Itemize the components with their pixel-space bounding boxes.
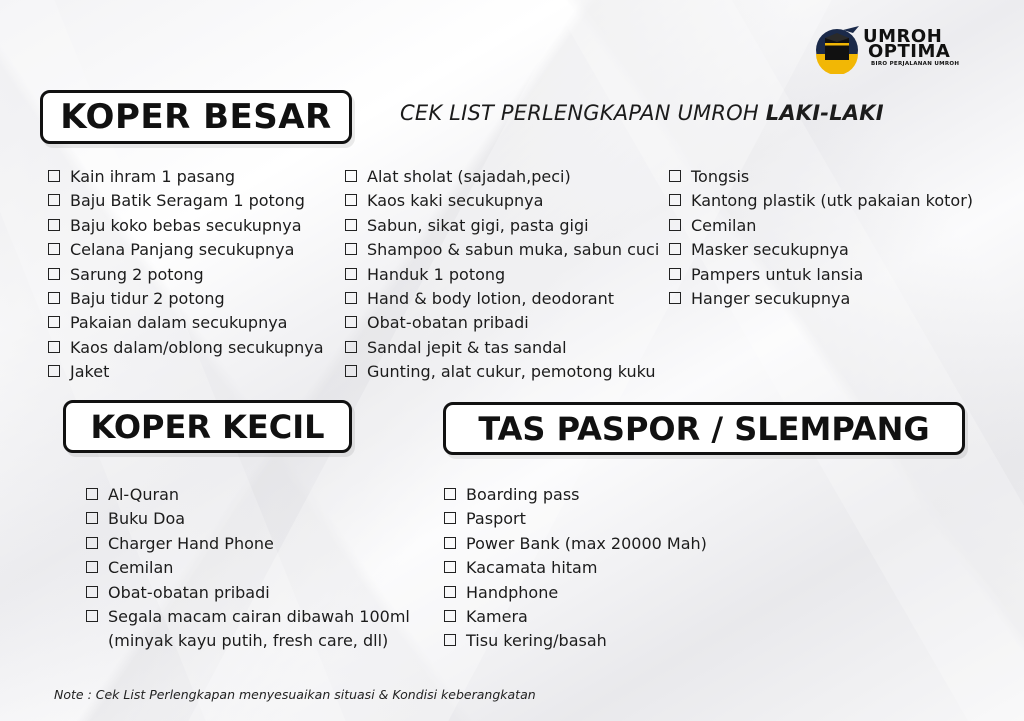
checklist-item-label: Boarding pass	[466, 485, 580, 504]
checklist-item-label: Pasport	[466, 509, 526, 529]
checklist-item	[48, 336, 324, 360]
checklist-item-label: Alat sholat (sajadah,peci)	[367, 167, 571, 186]
checkbox[interactable]	[669, 219, 681, 231]
checkbox[interactable]	[444, 512, 456, 524]
checkbox[interactable]	[86, 561, 98, 573]
checklist-item-continuation: (minyak kayu putih, fresh care, dll)	[108, 631, 389, 651]
checklist-item-label: Tongsis	[691, 167, 750, 186]
logo-wordmark-line2: OPTIMA	[868, 41, 951, 62]
checklist-item	[345, 189, 659, 213]
checkbox[interactable]	[669, 268, 681, 280]
checklist-item	[444, 581, 707, 605]
checkbox[interactable]	[86, 537, 98, 549]
checklist-item-label: Hanger secukupnya	[691, 289, 851, 309]
footer-note: Note : Cek List Perlengkapan menyesuaikan situasi & Kondisi keberangkatan	[54, 687, 536, 702]
heading-tas-paspor: TAS PASPOR / SLEMPANG	[443, 402, 965, 455]
checklist-item	[444, 556, 707, 580]
checklist-koper-kecil	[86, 483, 410, 654]
checkbox[interactable]	[86, 488, 98, 500]
checklist-item-label: Kamera	[466, 607, 528, 627]
checkbox[interactable]	[48, 292, 60, 304]
checkbox[interactable]	[48, 268, 60, 280]
checklist-item-label: Kaos kaki secukupnya	[367, 191, 544, 211]
checkbox[interactable]	[48, 341, 60, 353]
checklist-item-label: Baju koko bebas secukupnya	[70, 215, 302, 235]
checkbox[interactable]	[444, 537, 456, 549]
checklist-item	[345, 311, 659, 335]
checkbox[interactable]	[48, 243, 60, 255]
checklist-item-label: Power Bank (max 20000 Mah)	[466, 533, 707, 553]
checkbox[interactable]	[444, 561, 456, 573]
checklist-item-label: Cemilan	[108, 558, 174, 578]
checklist-item-label: Shampoo & sabun muka, sabun cuci	[367, 240, 660, 260]
checkbox[interactable]	[86, 512, 98, 524]
page-title-emphasis: LAKI-LAKI	[765, 101, 884, 125]
checkbox[interactable]	[48, 194, 60, 206]
checklist-item-label: Masker secukupnya	[691, 240, 849, 260]
brand-logo	[813, 24, 993, 74]
checklist-item	[48, 287, 324, 311]
checklist-item	[669, 263, 973, 287]
logo-tagline: BIRO PERJALANAN UMROH	[871, 61, 960, 67]
checkbox[interactable]	[345, 268, 357, 280]
checklist-item-label: Segala macam cairan dibawah 100ml	[108, 607, 410, 627]
checkbox[interactable]	[86, 586, 98, 598]
checklist-item-label: Baju Batik Seragam 1 potong	[70, 191, 305, 211]
checklist-item-label: Celana Panjang secukupnya	[70, 240, 295, 260]
page-title-prefix: CEK LIST PERLENGKAPAN UMROH	[400, 101, 766, 125]
checkbox[interactable]	[345, 194, 357, 206]
checklist-item-label: Al-Quran	[108, 485, 180, 504]
checklist-item-label: Sandal jepit & tas sandal	[367, 337, 567, 357]
checkbox[interactable]	[444, 586, 456, 598]
checklist-item	[444, 483, 707, 507]
checklist-item	[444, 507, 707, 531]
checkbox[interactable]	[669, 243, 681, 255]
heading-koper-kecil: KOPER KECIL	[63, 400, 352, 453]
checkbox[interactable]	[669, 170, 681, 182]
checklist-item	[86, 507, 410, 531]
checkbox[interactable]	[48, 170, 60, 182]
checklist-item-label: Kacamata hitam	[466, 558, 598, 578]
checklist-item	[48, 238, 324, 262]
checkbox[interactable]	[86, 610, 98, 622]
checklist-item-label: Sarung 2 potong	[70, 264, 204, 284]
checklist-item	[345, 214, 659, 238]
checkbox[interactable]	[345, 170, 357, 182]
checklist-item-label: Jaket	[70, 362, 110, 382]
kaaba-globe-icon	[813, 24, 865, 74]
checkbox[interactable]	[48, 219, 60, 231]
checklist-item-label: Cemilan	[691, 215, 757, 235]
checklist-item	[669, 189, 973, 213]
checklist-item-label: Kaos dalam/oblong secukupnya	[70, 337, 324, 357]
checklist-item-label: Handuk 1 potong	[367, 264, 506, 284]
checklist-item	[669, 165, 973, 189]
checkbox[interactable]	[48, 365, 60, 377]
checklist-item	[48, 360, 324, 384]
checklist-item-label: Kain ihram 1 pasang	[70, 167, 235, 186]
checklist-item	[669, 214, 973, 238]
checklist-koper-besar-col3	[669, 165, 973, 311]
checklist-item-label: Tisu kering/basah	[466, 631, 607, 651]
checklist-item	[444, 629, 707, 653]
checklist-item	[86, 532, 410, 556]
checklist-koper-besar-col2	[345, 165, 659, 385]
checkbox[interactable]	[345, 341, 357, 353]
checkbox[interactable]	[345, 219, 357, 231]
checklist-item	[345, 336, 659, 360]
checkbox[interactable]	[669, 292, 681, 304]
checklist-item-label: Buku Doa	[108, 509, 186, 529]
checklist-item	[669, 238, 973, 262]
checklist-tas-paspor	[444, 483, 707, 654]
checklist-item	[345, 165, 659, 189]
checklist-item	[444, 605, 707, 629]
checklist-item-label: Hand & body lotion, deodorant	[367, 289, 615, 309]
checklist-item-label: Obat-obatan pribadi	[367, 313, 529, 333]
heading-koper-besar: KOPER BESAR	[40, 90, 352, 144]
checklist-item-label: Pakaian dalam secukupnya	[70, 313, 288, 333]
checklist-item-label: Gunting, alat cukur, pemotong kuku	[367, 362, 656, 382]
checklist-item-label: Sabun, sikat gigi, pasta gigi	[367, 215, 589, 235]
checklist-item-label: Obat-obatan pribadi	[108, 582, 270, 602]
checkbox[interactable]	[444, 488, 456, 500]
checklist-item	[669, 287, 973, 311]
checklist-item	[48, 214, 324, 238]
checklist-item-label: Handphone	[466, 582, 559, 602]
checklist-item-label: Kantong plastik (utk pakaian kotor)	[691, 191, 974, 211]
checklist-item-label: Pampers untuk lansia	[691, 264, 864, 284]
checkbox[interactable]	[669, 194, 681, 206]
checkbox[interactable]	[444, 634, 456, 646]
checkbox[interactable]	[345, 316, 357, 328]
checkbox[interactable]	[48, 316, 60, 328]
checklist-item	[48, 189, 324, 213]
logo-wordmark-line1: UMROH	[863, 26, 943, 47]
checklist-item	[444, 532, 707, 556]
checklist-item	[345, 263, 659, 287]
checkbox[interactable]	[345, 365, 357, 377]
checklist-item-label: Charger Hand Phone	[108, 533, 274, 553]
checklist-item	[86, 605, 410, 654]
checkbox[interactable]	[345, 243, 357, 255]
checkbox[interactable]	[345, 292, 357, 304]
checklist-item	[86, 556, 410, 580]
checklist-item	[345, 287, 659, 311]
checklist-item	[345, 360, 659, 384]
checklist-item	[86, 581, 410, 605]
checklist-item	[345, 238, 659, 262]
page-title	[400, 101, 884, 125]
checklist-item	[86, 483, 410, 507]
checklist-item-label: Baju tidur 2 potong	[70, 289, 225, 309]
checklist-item	[48, 263, 324, 287]
checkbox[interactable]	[444, 610, 456, 622]
checklist-item	[48, 165, 324, 189]
checklist-item	[48, 311, 324, 335]
checklist-koper-besar-col1	[48, 165, 324, 385]
